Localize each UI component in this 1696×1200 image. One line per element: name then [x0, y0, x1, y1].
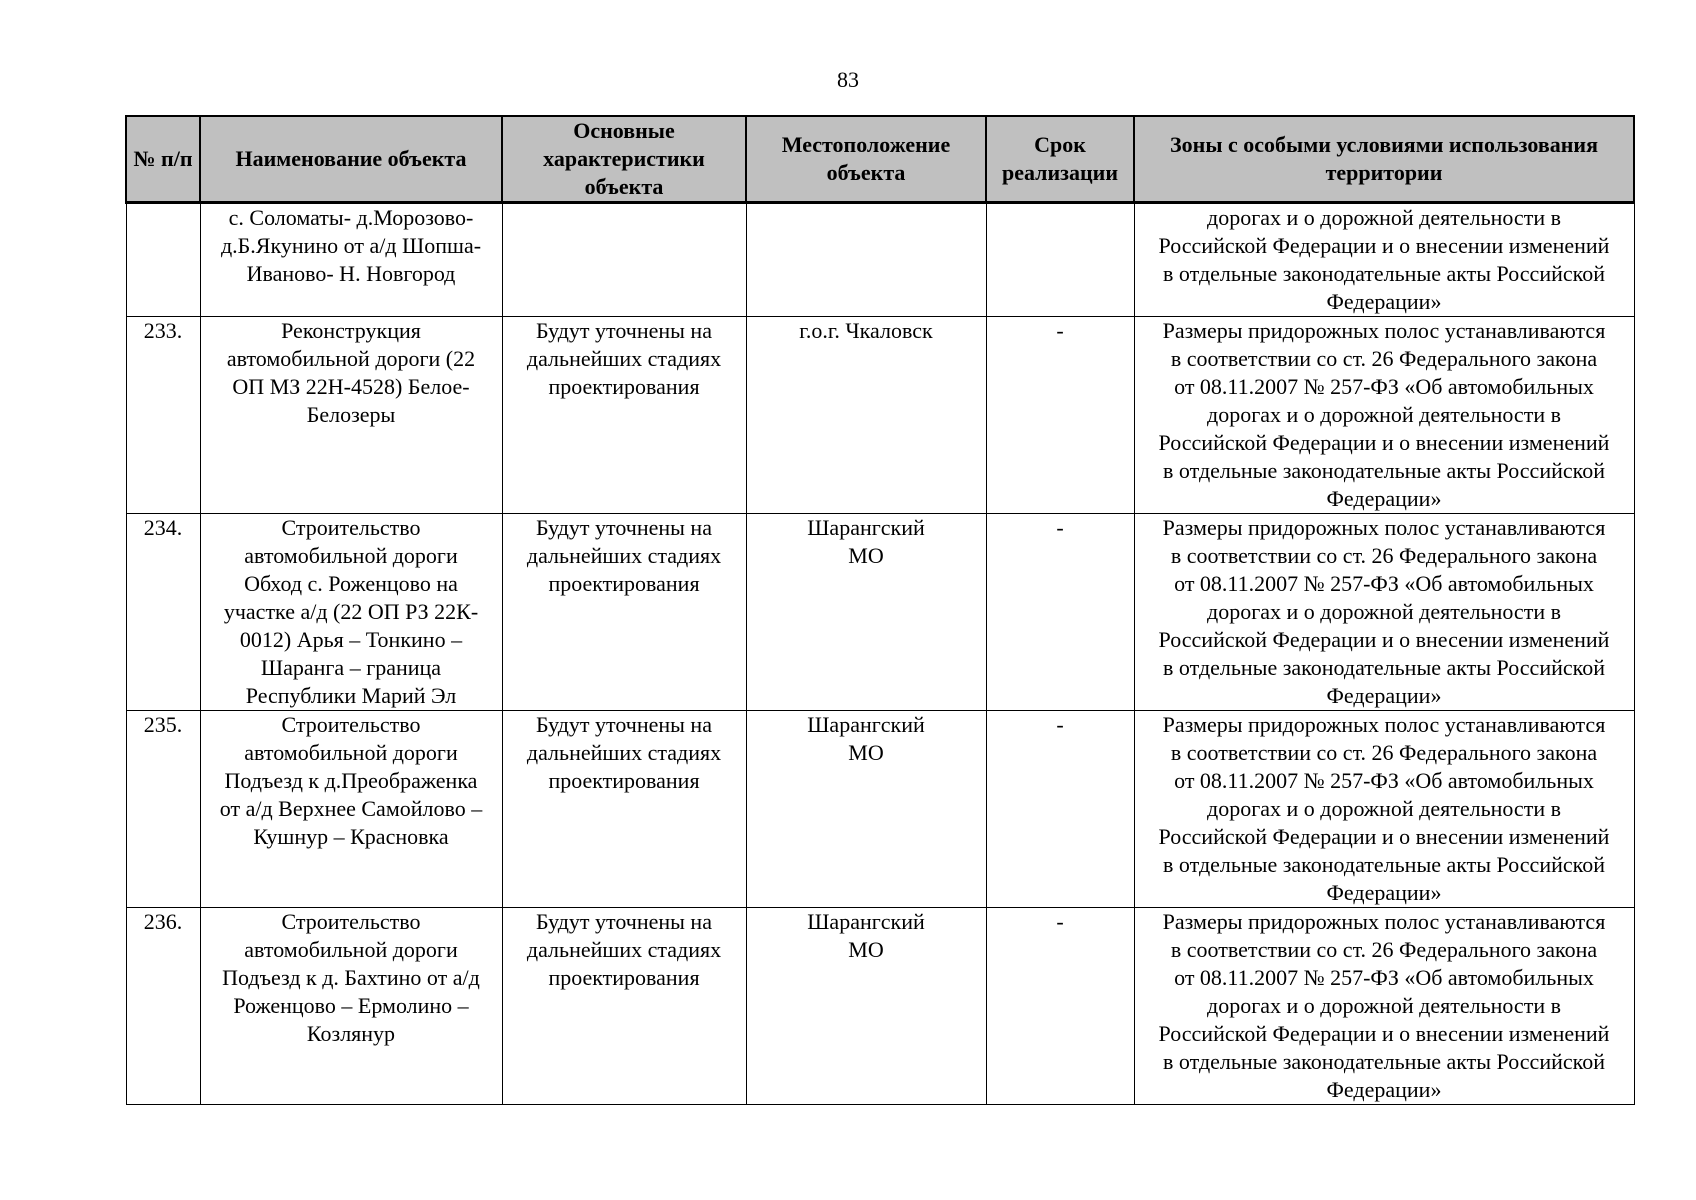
cell-num: 236.	[126, 908, 200, 1105]
cell-line: Федерации»	[1326, 486, 1442, 511]
cell-line: Российской Федерации и о внесении изменений	[1158, 1021, 1610, 1046]
cell-line: автомобильной дороги (22	[226, 346, 476, 371]
cell-line: Федерации»	[1326, 1077, 1442, 1102]
cell-term: -	[986, 317, 1134, 514]
cell-line: проектирования	[548, 768, 700, 793]
cell-zones	[1134, 908, 1634, 1105]
cell-line: дорогах и о дорожной деятельности в	[1207, 402, 1561, 427]
header-characteristics: Основные характеристики объекта	[502, 116, 746, 203]
cell-line: дорогах и о дорожной деятельности в	[1207, 993, 1561, 1018]
cell-line: Иваново- Н. Новгород	[246, 261, 456, 286]
cell-num: 235.	[126, 711, 200, 908]
cell-characteristics	[502, 203, 746, 317]
cell-line: в соответствии со ст. 26 Федерального закона	[1170, 740, 1598, 765]
cell-name	[200, 711, 502, 908]
cell-name	[200, 908, 502, 1105]
cell-location	[746, 908, 986, 1105]
table-body	[126, 203, 1634, 1105]
cell-line: ОП МЗ 22Н-4528) Белое-	[232, 374, 470, 399]
cell-name	[200, 514, 502, 711]
cell-term: -	[986, 711, 1134, 908]
cell-line: МО	[848, 543, 884, 568]
cell-line: автомобильной дороги	[244, 740, 458, 765]
cell-line: от 08.11.2007 № 257-ФЗ «Об автомобильных	[1174, 571, 1594, 596]
cell-line: Обход с. Роженцово на	[244, 571, 458, 596]
cell-line: Шарангский	[807, 712, 925, 737]
cell-line: Будут уточнены на	[536, 515, 712, 540]
cell-line: проектирования	[548, 571, 700, 596]
cell-line: дорогах и о дорожной деятельности в	[1207, 599, 1561, 624]
cell-line: Строительство	[281, 515, 421, 540]
cell-zones	[1134, 514, 1634, 711]
cell-line: Белозеры	[306, 402, 396, 427]
cell-characteristics	[502, 908, 746, 1105]
page-number: 83	[837, 67, 859, 92]
header-location: Местоположение объекта	[746, 116, 986, 203]
cell-line: Размеры придорожных полос устанавливаются	[1162, 909, 1606, 934]
cell-num: 233.	[126, 317, 200, 514]
cell-name	[200, 203, 502, 317]
cell-term: -	[986, 908, 1134, 1105]
cell-line: Будут уточнены на	[536, 318, 712, 343]
cell-line: в отдельные законодательные акты Российской	[1163, 261, 1605, 286]
cell-line: в отдельные законодательные акты Российской	[1163, 852, 1605, 877]
cell-line: МО	[848, 937, 884, 962]
cell-line: Шаранга – граница	[260, 655, 442, 680]
cell-line: Размеры придорожных полос устанавливаются	[1162, 515, 1606, 540]
cell-line: проектирования	[548, 965, 700, 990]
cell-line: дорогах и о дорожной деятельности в	[1207, 205, 1561, 230]
cell-line: д.Б.Якунино от а/д Шопша-	[220, 233, 482, 258]
cell-line: от 08.11.2007 № 257-ФЗ «Об автомобильных	[1174, 374, 1594, 399]
cell-line: 0012) Арья – Тонкино –	[239, 627, 463, 652]
header-name: Наименование объекта	[200, 116, 502, 203]
cell-line: дальнейших стадиях	[526, 740, 722, 765]
cell-line: в соответствии со ст. 26 Федерального закона	[1170, 937, 1598, 962]
cell-term: -	[986, 514, 1134, 711]
cell-line: Российской Федерации и о внесении изменений	[1158, 824, 1610, 849]
cell-line: Козлянур	[306, 1021, 396, 1046]
cell-line: Подъезд к д.Преображенка	[224, 768, 478, 793]
cell-line: в отдельные законодательные акты Российской	[1163, 1049, 1605, 1074]
cell-line: г.о.г. Чкаловск	[799, 318, 933, 343]
cell-line: Российской Федерации и о внесении изменений	[1158, 627, 1610, 652]
cell-line: участке а/д (22 ОП РЗ 22К-	[223, 599, 479, 624]
cell-line: дорогах и о дорожной деятельности в	[1207, 796, 1561, 821]
cell-line: от 08.11.2007 № 257-ФЗ «Об автомобильных	[1174, 768, 1594, 793]
table-row	[126, 908, 1634, 1105]
cell-line: Федерации»	[1326, 683, 1442, 708]
header-num: № п/п	[126, 116, 200, 203]
table-row	[126, 711, 1634, 908]
cell-line: Федерации»	[1326, 880, 1442, 905]
cell-line: Шарангский	[807, 515, 925, 540]
cell-line: в соответствии со ст. 26 Федерального закона	[1170, 346, 1598, 371]
cell-characteristics	[502, 514, 746, 711]
cell-line: от 08.11.2007 № 257-ФЗ «Об автомобильных	[1174, 965, 1594, 990]
cell-line: в отдельные законодательные акты Российской	[1163, 655, 1605, 680]
cell-location	[746, 203, 986, 317]
cell-line: Роженцово – Ермолино –	[233, 993, 469, 1018]
cell-line: в соответствии со ст. 26 Федерального закона	[1170, 543, 1598, 568]
cell-line: Размеры придорожных полос устанавливаются	[1162, 712, 1606, 737]
cell-location	[746, 711, 986, 908]
objects-table	[125, 115, 1635, 1105]
header-term: Срок реализации	[986, 116, 1134, 203]
cell-zones	[1134, 203, 1634, 317]
cell-line: Российской Федерации и о внесении изменений	[1158, 233, 1610, 258]
cell-line: Строительство	[281, 712, 421, 737]
cell-location	[746, 317, 986, 514]
cell-line: дальнейших стадиях	[526, 937, 722, 962]
cell-zones	[1134, 711, 1634, 908]
cell-characteristics	[502, 317, 746, 514]
cell-line: Кушнур – Красновка	[253, 824, 449, 849]
cell-line: Российской Федерации и о внесении изменений	[1158, 430, 1610, 455]
cell-line: от а/д Верхнее Самойлово –	[219, 796, 483, 821]
cell-line: дальнейших стадиях	[526, 346, 722, 371]
cell-line: Размеры придорожных полос устанавливаются	[1162, 318, 1606, 343]
cell-line: МО	[848, 740, 884, 765]
cell-zones	[1134, 317, 1634, 514]
cell-num	[126, 203, 200, 317]
cell-line: Реконструкция	[281, 318, 421, 343]
cell-name	[200, 317, 502, 514]
cell-line: Шарангский	[807, 909, 925, 934]
header-zones: Зоны с особыми условиями использования территории	[1134, 116, 1634, 203]
cell-line: Федерации»	[1326, 289, 1442, 314]
cell-line: с. Соломаты- д.Морозово-	[228, 205, 474, 230]
cell-characteristics	[502, 711, 746, 908]
cell-line: проектирования	[548, 374, 700, 399]
table-row	[126, 514, 1634, 711]
table-row	[126, 203, 1634, 317]
cell-line: Республики Марий Эл	[245, 683, 457, 708]
cell-line: в отдельные законодательные акты Российской	[1163, 458, 1605, 483]
table-row	[126, 317, 1634, 514]
cell-line: Будут уточнены на	[536, 712, 712, 737]
table-header	[126, 116, 1634, 203]
cell-line: Будут уточнены на	[536, 909, 712, 934]
cell-line: автомобильной дороги	[244, 937, 458, 962]
cell-num: 234.	[126, 514, 200, 711]
cell-line: дальнейших стадиях	[526, 543, 722, 568]
cell-location	[746, 514, 986, 711]
cell-line: Строительство	[281, 909, 421, 934]
cell-line: автомобильной дороги	[244, 543, 458, 568]
cell-term	[986, 203, 1134, 317]
cell-line: Подъезд к д. Бахтино от а/д	[222, 965, 480, 990]
